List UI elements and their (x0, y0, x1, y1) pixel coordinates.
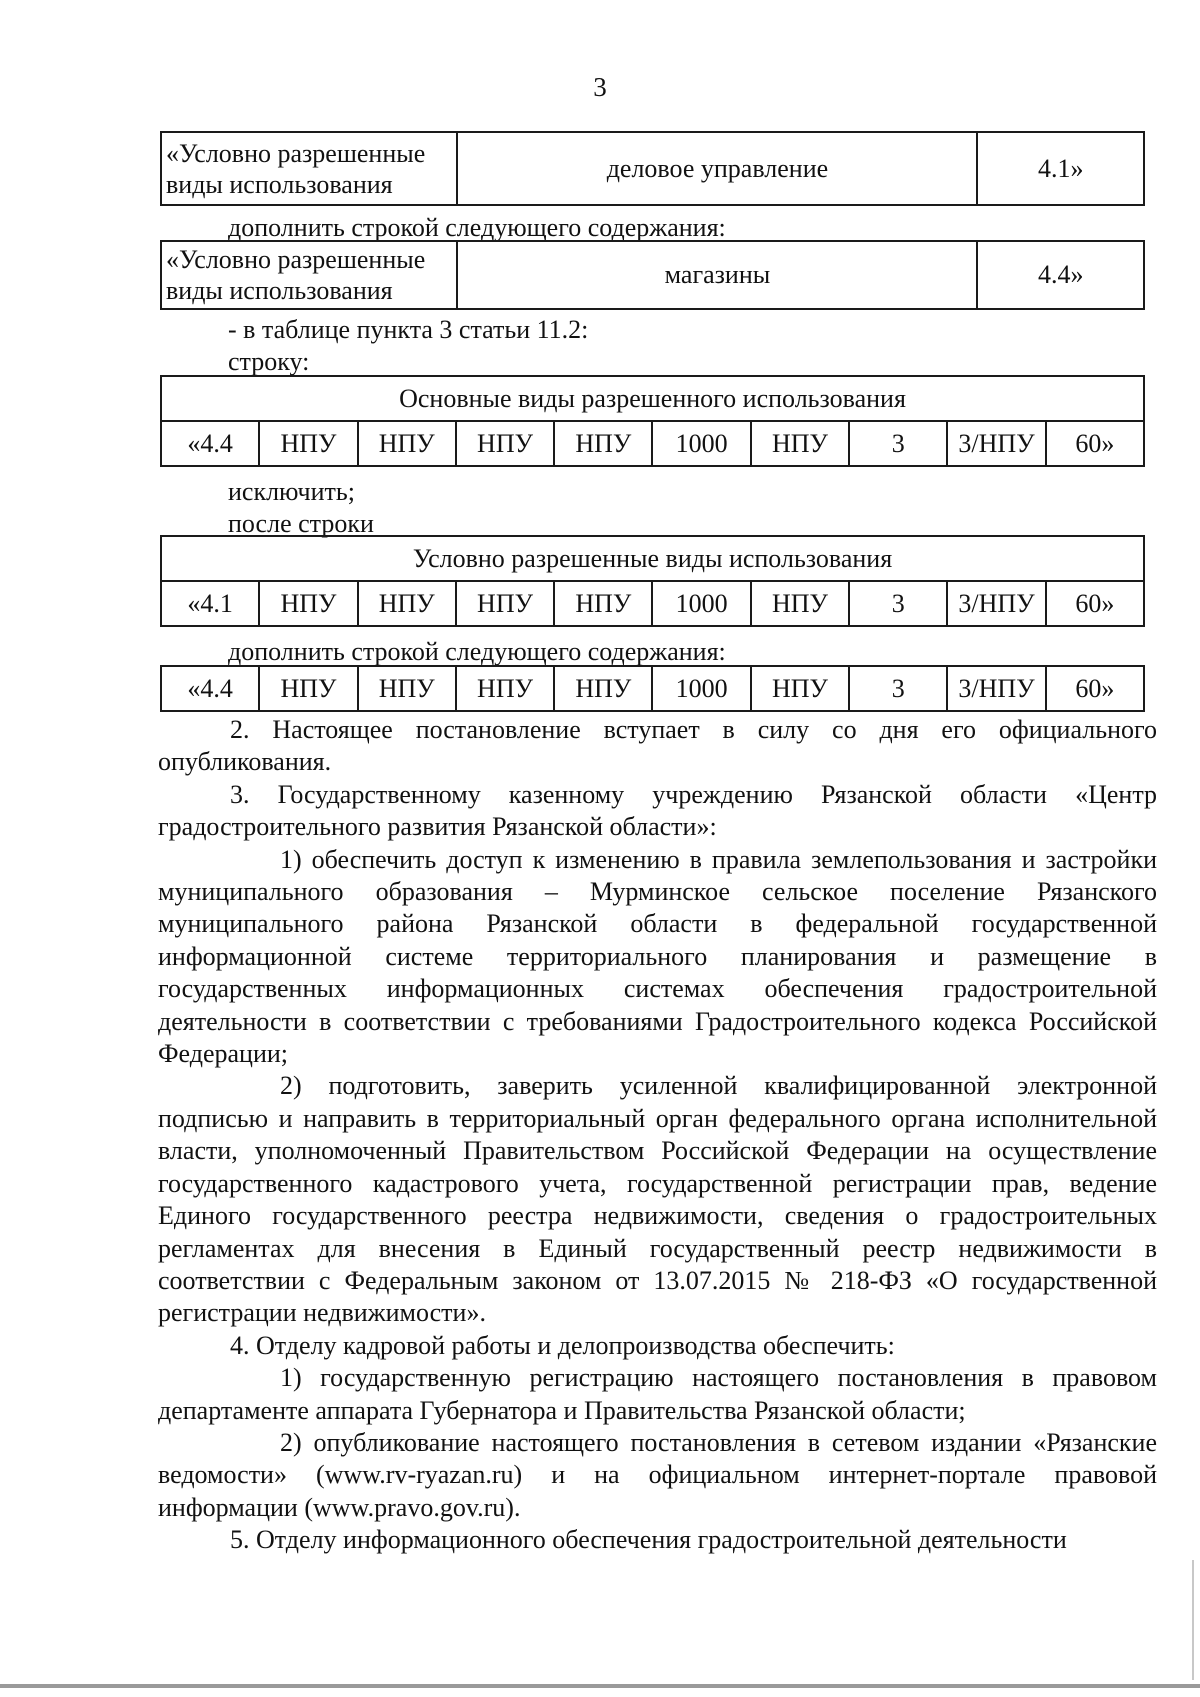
table-cell: 3 (849, 581, 947, 626)
table-conditional-use-row (160, 535, 1145, 627)
table-cell: 60» (1046, 421, 1144, 466)
table-cell: НПУ (358, 581, 456, 626)
instruction-exclude: исключить; (228, 477, 355, 506)
instruction-after-row: после строки (228, 509, 374, 538)
table-cell: НПУ (259, 666, 357, 711)
table-cell: НПУ (259, 421, 357, 466)
table-cell: НПУ (554, 581, 652, 626)
paragraph-4-2: 2) опубликование настоящего постановления в сетевом издании «Рязанские ведомости» (www.rv-ryazan.ru) и на официальном интернет-портале правовой информации (www.pravo.gov.ru). (158, 1427, 1157, 1522)
instruction-table-point: - в таблице пункта 3 статьи 11.2: (228, 315, 589, 344)
table-header: Условно разрешенные виды использования (161, 536, 1144, 581)
table-cell: «4.4 (161, 421, 259, 466)
table-cell: 1000 (652, 421, 750, 466)
document-body (158, 714, 1157, 1557)
table-cell: 3 (849, 666, 947, 711)
table-conditional-use-shops (160, 240, 1145, 310)
table-cell: НПУ (358, 666, 456, 711)
page-number: 3 (593, 72, 607, 102)
table-cell: 1000 (652, 581, 750, 626)
table-cell: 60» (1046, 581, 1144, 626)
paragraph-2: 2. Настоящее постановление вступает в силу со дня его официального опубликования. (158, 715, 1157, 777)
table-cell: «4.1 (161, 581, 259, 626)
paragraph-3-2: 2) подготовить, заверить усиленной квалифицированной электронной подписью и направить в территориальный орган федерального органа исполнительной власти, уполномоченный Правительством Российской Федерации на осуществление государственного кадастрового учета, государственной регистрации прав, ведение Единого государственного реестра недвижимости, сведения о градостроительных регламентах для внесения в Единый государственный реестр недвижимости в соответствии с Федеральным законом от 13.07.2015 № 218-ФЗ «О государственной регистрации недвижимости». (158, 1071, 1157, 1328)
table-cell: НПУ (751, 421, 849, 466)
table-cell: НПУ (751, 581, 849, 626)
table-cell: «4.4 (161, 666, 259, 711)
table-conditional-use-business (160, 131, 1145, 206)
paragraph-5: 5. Отделу информационного обеспечения градостроительной деятельности (230, 1525, 1067, 1555)
table-cell-use-code: 4.1» (977, 132, 1144, 205)
paragraph-4: 4. Отделу кадровой работы и делопроизводства обеспечить: (230, 1330, 895, 1360)
instruction-row: строку: (228, 347, 310, 376)
scan-artifact-line (0, 1684, 1200, 1688)
table-cell: 3 (849, 421, 947, 466)
table-cell: НПУ (751, 666, 849, 711)
table-cell: 3/НПУ (947, 421, 1045, 466)
paragraph-4-1: 1) государственную регистрацию настоящего постановления в правовом департаменте аппарата Губернатора и Правительства Рязанской области; (158, 1363, 1157, 1425)
paragraph-3-1: 1) обеспечить доступ к изменению в правила землепользования и застройки муниципального образования – Мурминское сельское поселение Рязанского муниципального района Рязанской области в федеральной государственной информационной системе территориального планирования и размещение в государственных информационных системах обеспечения градостроительной деятельности в соответствии с требованиями Градостроительного кодекса Российской Федерации; (158, 844, 1157, 1069)
table-cell-use-name: магазины (457, 241, 977, 309)
table-cell: НПУ (456, 581, 554, 626)
table-cell: НПУ (554, 666, 652, 711)
table-cell: НПУ (456, 666, 554, 711)
table-cell: 1000 (652, 666, 750, 711)
table-main-use-row (160, 375, 1145, 467)
table-cell-use-type: «Условно разрешенные виды использования (161, 132, 457, 205)
table-header: Основные виды разрешенного использования (161, 376, 1144, 421)
table-cell: 3/НПУ (947, 581, 1045, 626)
table-new-row (160, 665, 1145, 712)
table-cell-use-code: 4.4» (977, 241, 1144, 309)
table-cell: НПУ (259, 581, 357, 626)
table-cell: НПУ (456, 421, 554, 466)
table-cell: 60» (1046, 666, 1144, 711)
table-cell-use-name: деловое управление (457, 132, 977, 205)
table-cell: 3/НПУ (947, 666, 1045, 711)
table-cell-use-type: «Условно разрешенные виды использования (161, 241, 457, 309)
scan-artifact-edge (1192, 1560, 1194, 1680)
instruction-add-row-2: дополнить строкой следующего содержания: (228, 637, 726, 666)
table-cell: НПУ (554, 421, 652, 466)
instruction-add-row: дополнить строкой следующего содержания: (228, 213, 726, 242)
paragraph-3: 3. Государственному казенному учреждению Рязанской области «Центр градостроительного развития Рязанской области»: (158, 779, 1157, 842)
table-cell: НПУ (358, 421, 456, 466)
